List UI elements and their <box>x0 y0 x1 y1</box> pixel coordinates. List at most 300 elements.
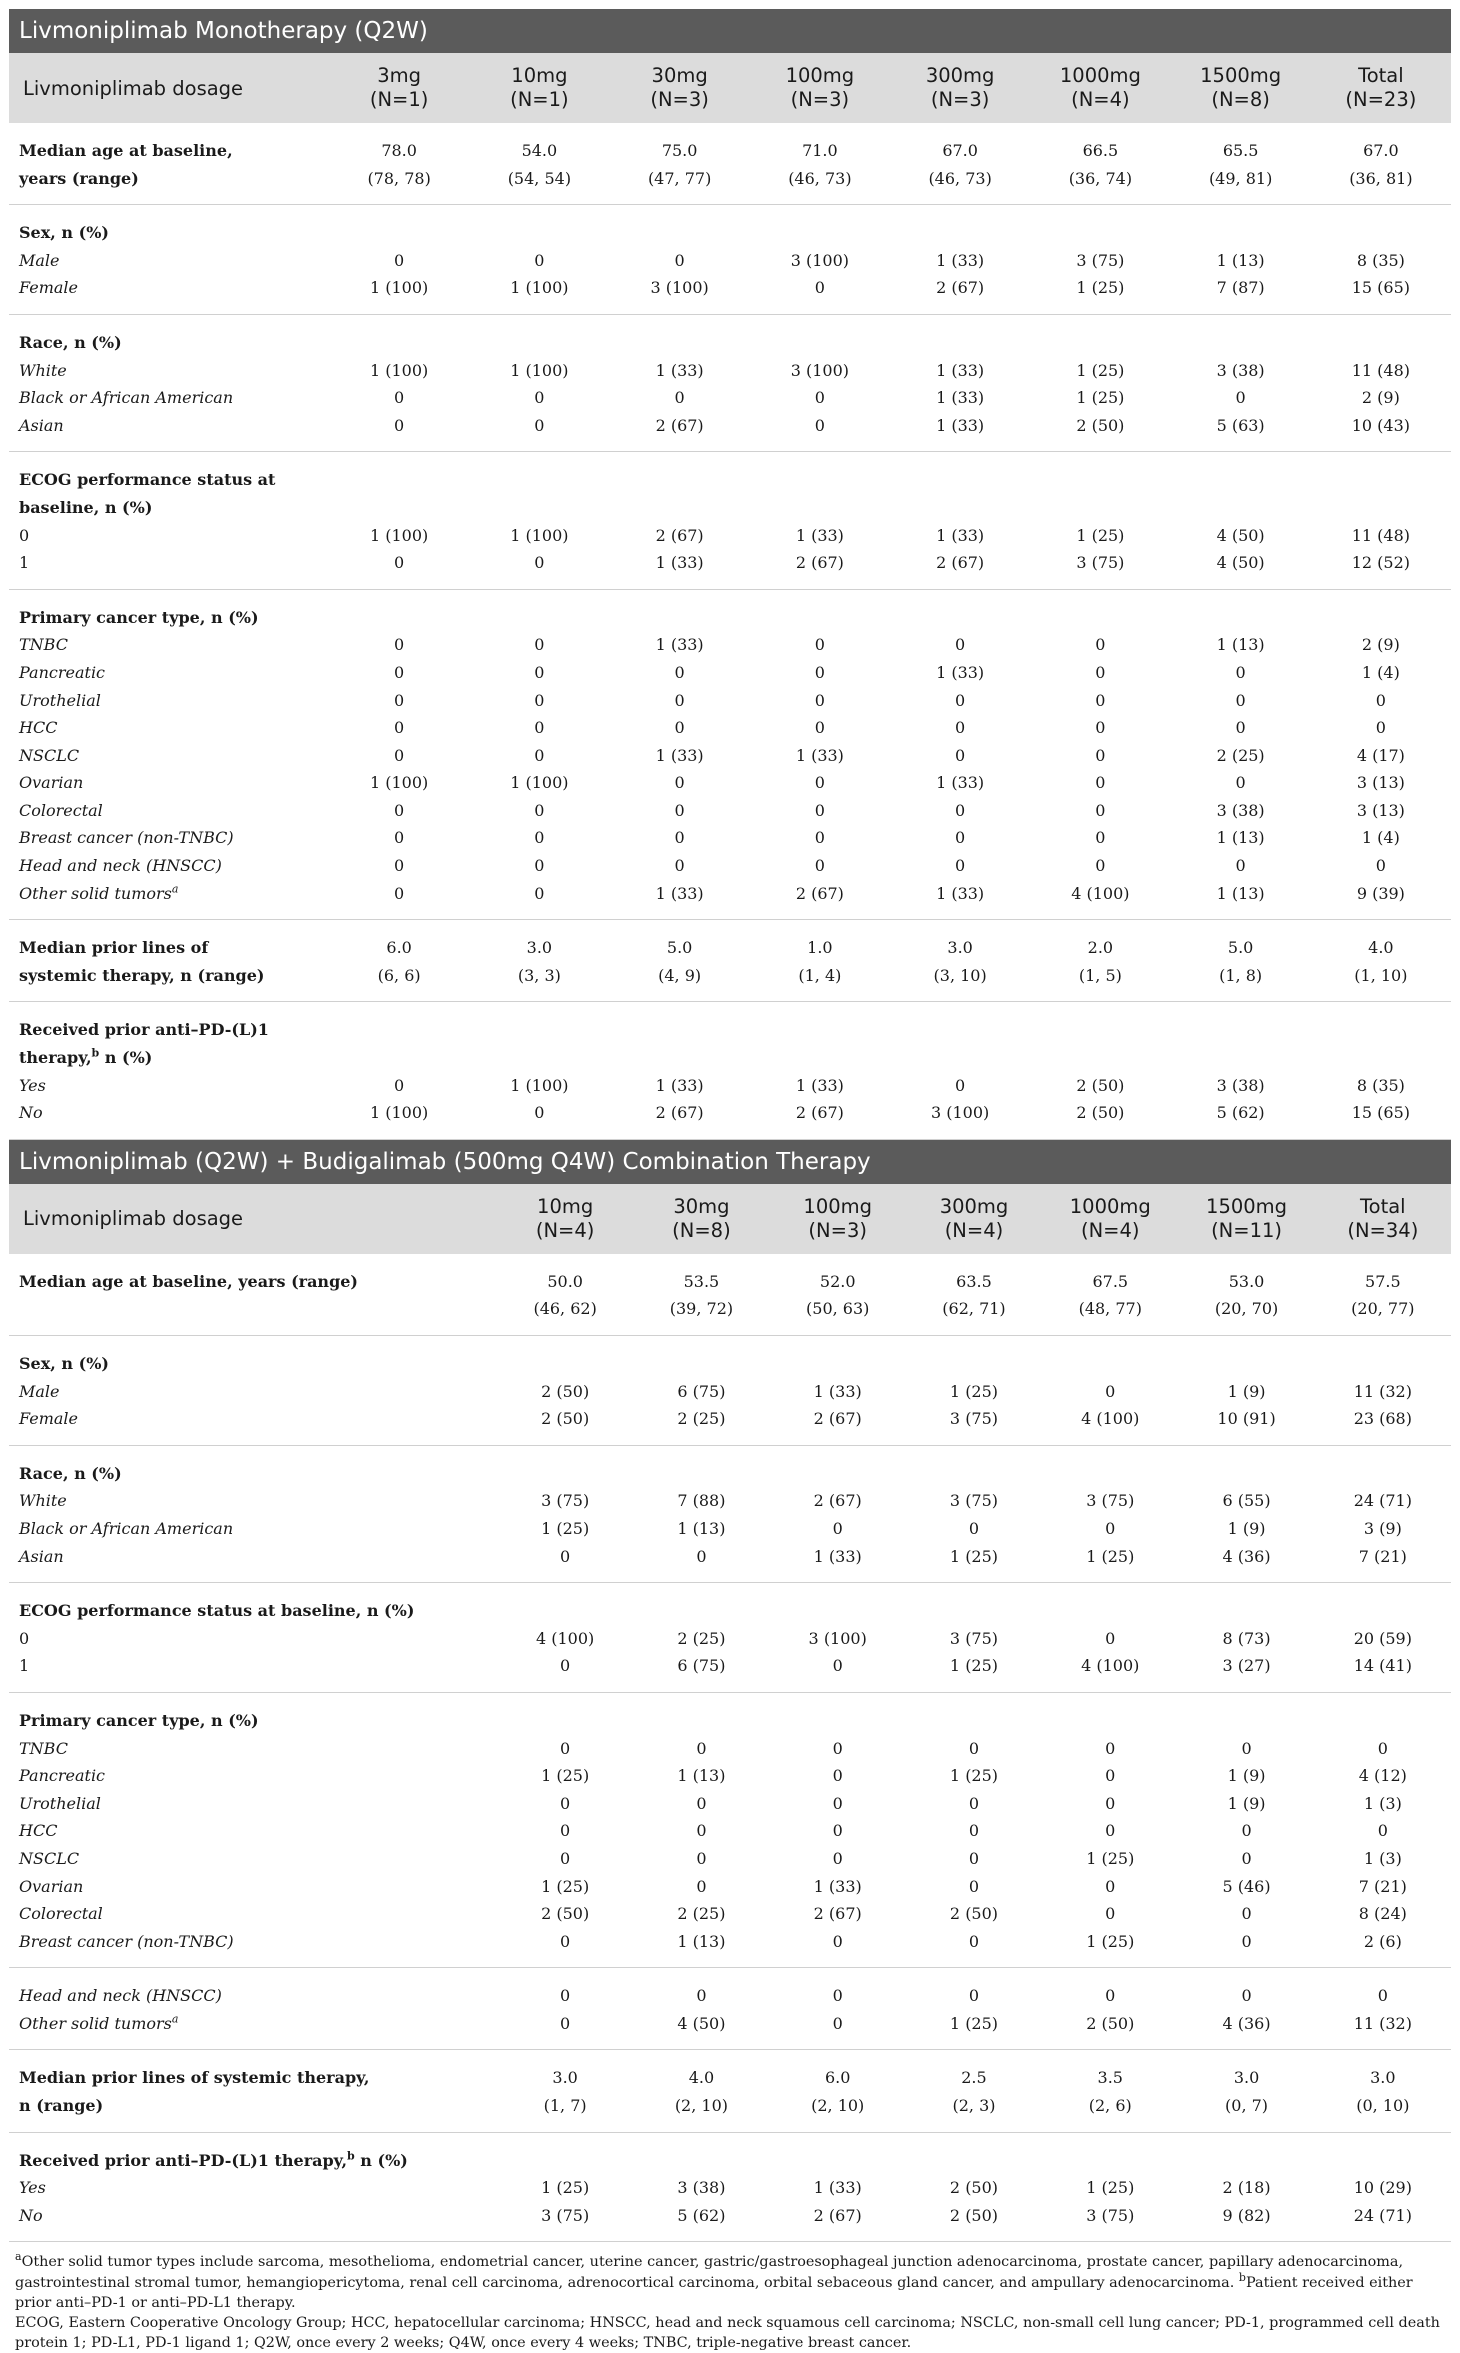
row-group <box>9 1446 1451 1583</box>
table-cell: 2 (67) <box>655 525 704 545</box>
table-cell: 7 (21) <box>1358 1546 1407 1566</box>
table-cell: 0 <box>534 883 545 903</box>
table-cell: 0 <box>696 1876 707 1896</box>
table-cell: 10 (91) <box>1217 1409 1276 1429</box>
row-label-text: Median age at baseline, <box>19 141 233 160</box>
table-cell: 2 (50) <box>541 1409 590 1429</box>
table-cell: 0 <box>560 1986 571 2006</box>
row-label-text: TNBC <box>19 635 68 655</box>
row-label-text: 1 <box>19 553 30 573</box>
table-cell <box>1042 1583 1178 1625</box>
column-header-row <box>9 1184 1451 1254</box>
table-cell: 2 (67) <box>795 883 844 903</box>
table-cell: 1 (33) <box>936 360 985 380</box>
table-cell <box>1311 590 1451 632</box>
table-cell: 3 (75) <box>949 1491 999 1511</box>
row-label <box>9 824 329 852</box>
table-cell: (49, 81) <box>1208 168 1273 188</box>
table-cell: (2, 10) <box>811 2096 865 2116</box>
table-cell <box>610 1002 750 1044</box>
row-label <box>9 357 329 385</box>
row-group <box>9 1693 1451 1968</box>
table-cell <box>1171 315 1311 357</box>
table-cell: 3 (100) <box>930 1103 990 1123</box>
row-label-text: Head and neck (HNSCC) <box>19 1986 222 2006</box>
table-cell: 1 (25) <box>541 1876 590 1896</box>
dose-column-header <box>1315 1195 1451 1243</box>
table-cell: 0 <box>955 828 966 848</box>
table-cell: 3 (75) <box>1076 250 1125 270</box>
table-row <box>9 1583 1451 1625</box>
row-label-text: Sex, n (%) <box>19 223 109 243</box>
table-cell <box>750 452 890 494</box>
table-cell: 1 (33) <box>936 525 985 545</box>
row-label-text: NSCLC <box>19 745 80 765</box>
table-cell: 1 (33) <box>936 773 985 793</box>
table-cell: 1 (33) <box>936 883 985 903</box>
table-cell: 0 <box>696 1848 707 1868</box>
table-cell: 3 (100) <box>790 250 850 270</box>
table-cell: 0 <box>534 856 545 876</box>
table-cell <box>1311 452 1451 494</box>
table-cell <box>1311 205 1451 247</box>
table-cell: 3 (75) <box>541 1491 590 1511</box>
dose-n: (N=8) <box>672 1218 731 1242</box>
table-cell <box>1315 1693 1451 1735</box>
table-cell: 0 <box>1095 690 1106 710</box>
dose-column-header <box>1030 64 1170 112</box>
row-label <box>9 1900 497 1928</box>
table-row <box>9 123 1451 165</box>
table-cell: 3.0 <box>526 938 553 958</box>
table-cell: 0 <box>968 1518 980 1538</box>
table-cell: 24 (71) <box>1353 1491 1412 1511</box>
dose-n: (N=4) <box>535 1218 595 1242</box>
table-cell: (1, 4) <box>798 965 842 985</box>
table-cell: 0 <box>534 1103 545 1123</box>
table-row <box>9 452 1451 494</box>
table-cell: 1 (25) <box>1076 388 1125 408</box>
dose-column-header <box>469 64 609 112</box>
table-cell: 1 (25) <box>1086 1546 1135 1566</box>
table-cell: 0 <box>674 773 685 793</box>
table-cell: 1.0 <box>807 938 833 958</box>
table-cell: (0, 7) <box>1225 2096 1269 2116</box>
row-label <box>9 1845 497 1873</box>
table-cell: 2 (67) <box>813 2205 862 2225</box>
table-cell: 0 <box>814 635 825 655</box>
table-cell <box>469 205 609 247</box>
table-cell: 5.0 <box>1227 938 1254 958</box>
table-cell: 50.0 <box>547 1271 583 1291</box>
table-row <box>9 2010 1451 2050</box>
dose-column-header <box>497 1195 633 1243</box>
table-row <box>9 1487 1451 1515</box>
table-cell: 0 <box>1095 745 1106 765</box>
row-label-text: Male <box>19 1381 60 1401</box>
table-cell: 1 (25) <box>541 2178 590 2198</box>
table-cell: 5 (62) <box>1216 1103 1265 1123</box>
table-cell: 0 <box>394 1075 405 1095</box>
table-cell <box>770 1336 906 1378</box>
row-label-text: Other solid tumors <box>19 883 172 903</box>
table-cell: 0 <box>968 1793 980 1813</box>
table-cell <box>1178 2133 1314 2175</box>
table-cell: 1 (100) <box>369 278 429 298</box>
table-cell: 3 (75) <box>949 1409 999 1429</box>
table-cell: 0 <box>534 800 545 820</box>
table-cell: 3 (75) <box>541 2205 590 2225</box>
table-cell: 5 (63) <box>1216 415 1265 435</box>
row-label-text: No <box>19 1103 43 1123</box>
table-row <box>9 1044 1451 1072</box>
table-cell: 1 (33) <box>813 1876 862 1896</box>
table-cell <box>329 1002 469 1044</box>
table-cell: 1 (3) <box>1363 1793 1402 1813</box>
dose-column-header <box>1178 1195 1314 1243</box>
column-header-row <box>9 53 1451 123</box>
table-cell: 1 (25) <box>949 1546 999 1566</box>
table-cell <box>1315 2133 1451 2175</box>
row-label <box>9 1968 497 2010</box>
table-cell: 2 (50) <box>1076 1075 1125 1095</box>
row-label-text: Ovarian <box>19 773 84 793</box>
table-row <box>9 2202 1451 2242</box>
row-label-text: HCC <box>19 1821 58 1841</box>
table-cell: (20, 77) <box>1351 1299 1415 1319</box>
dose-column-header <box>329 64 469 112</box>
table-cell <box>497 2133 633 2175</box>
table-cell: 2 (50) <box>949 1904 999 1924</box>
row-label-text: Received prior anti–PD-(L)1 <box>19 1020 269 1040</box>
table-row <box>9 797 1451 825</box>
table-cell: 2 (67) <box>936 278 985 298</box>
table-cell: 0 <box>968 1848 980 1868</box>
row-label-suffix: n (%) <box>354 2150 408 2170</box>
row-label <box>9 920 329 962</box>
table-cell: 5 (62) <box>677 2205 726 2225</box>
table-cell: 1 (33) <box>655 635 704 655</box>
table-cell: 6.0 <box>386 938 412 958</box>
row-label <box>9 1817 497 1845</box>
row-label <box>9 1254 497 1296</box>
table-cell: (2, 10) <box>674 2096 729 2116</box>
table-cell: 1 (100) <box>510 360 569 380</box>
table-cell: 0 <box>1105 1766 1116 1786</box>
row-label-text: Urothelial <box>19 690 101 710</box>
table-cell <box>750 590 890 632</box>
table-cell: (62, 71) <box>942 1299 1006 1319</box>
section-title: Livmoniplimab (Q2W) + Budigalimab (500mg Q4W) Combination Therapy <box>9 1140 1451 1184</box>
table-cell: 10 (29) <box>1353 2178 1412 2198</box>
table-cell: 0 <box>1377 1738 1388 1758</box>
table-cell: 1 (13) <box>1216 883 1265 903</box>
table-container <box>9 9 1451 2353</box>
table-cell: (46, 73) <box>928 168 992 188</box>
table-cell <box>633 1693 769 1735</box>
footnote-b-text: Patient received either prior anti–PD-1 or anti–PD-L1 therapy. <box>15 2274 1413 2311</box>
table-row <box>9 384 1451 412</box>
table-cell: 78.0 <box>381 141 417 160</box>
table-cell: 1 (25) <box>949 1766 999 1786</box>
table-cell: 0 <box>832 1848 843 1868</box>
table-cell: 3 (9) <box>1363 1518 1402 1538</box>
table-cell: 2.5 <box>961 2068 987 2088</box>
table-cell <box>610 494 750 522</box>
table-cell: 2 (9) <box>1361 635 1400 655</box>
table-cell <box>329 1044 469 1072</box>
table-cell: 2 (18) <box>1222 2178 1271 2198</box>
table-cell: 2 (50) <box>1076 415 1125 435</box>
table-cell: 0 <box>1105 1381 1116 1401</box>
table-cell: 0 <box>955 856 966 876</box>
table-cell: 9 (39) <box>1356 883 1405 903</box>
row-label-text: Asian <box>19 1546 64 1566</box>
table-cell: 11 (48) <box>1351 525 1411 545</box>
table-cell: 6 (55) <box>1222 1491 1271 1511</box>
table-cell: 3 (38) <box>1216 360 1265 380</box>
table-cell: 0 <box>674 388 685 408</box>
table-cell: 1 (25) <box>1086 2178 1135 2198</box>
table-cell: 0 <box>534 415 545 435</box>
row-group <box>9 1002 1451 1139</box>
table-cell: 7 (88) <box>677 1491 726 1511</box>
table-cell: 0 <box>674 690 685 710</box>
table-row <box>9 494 1451 522</box>
table-cell <box>1171 205 1311 247</box>
table-cell: 1 (100) <box>510 1075 569 1095</box>
table-cell: 1 (25) <box>1086 1848 1135 1868</box>
table-cell: 2 (50) <box>541 1381 590 1401</box>
dose-n: (N=23) <box>1345 88 1417 111</box>
table-cell: (54, 54) <box>507 168 572 188</box>
row-label <box>9 1790 497 1818</box>
table-cell: (2, 3) <box>952 2096 996 2116</box>
row-label <box>9 2092 497 2132</box>
table-cell <box>497 1336 633 1378</box>
table-cell: 3.0 <box>1370 2068 1396 2088</box>
row-label-text: ECOG performance status at baseline, n (%) <box>19 1601 415 1621</box>
row-label-text: Female <box>19 278 78 298</box>
table-cell: 0 <box>1105 1628 1116 1648</box>
table-cell: 8 (24) <box>1358 1904 1407 1924</box>
table-cell: 3.5 <box>1097 2068 1123 2088</box>
table-cell <box>329 452 469 494</box>
table-row <box>9 1900 1451 1928</box>
table-cell: 2 (6) <box>1363 1931 1402 1951</box>
row-label-text: Breast cancer (non-TNBC) <box>19 1931 234 1951</box>
row-group <box>9 315 1451 452</box>
table-cell: (39, 72) <box>669 1299 734 1319</box>
table-cell: 10 (43) <box>1351 415 1411 435</box>
row-label <box>9 880 329 920</box>
table-row <box>9 1515 1451 1543</box>
row-label-text: Black or African American <box>19 1518 234 1538</box>
table-cell: 0 <box>1375 856 1386 876</box>
dose-column-header <box>906 1195 1042 1243</box>
table-cell: 2 (67) <box>813 1491 862 1511</box>
table-cell: 2 (50) <box>949 2178 999 2198</box>
table-cell: 11 (32) <box>1353 1381 1412 1401</box>
table-cell: 0 <box>1377 1986 1388 2006</box>
table-cell: 0 <box>1235 856 1246 876</box>
table-cell <box>750 205 890 247</box>
table-cell <box>1315 1583 1451 1625</box>
table-cell: 4 (50) <box>1216 553 1265 573</box>
table-cell: 67.0 <box>942 141 978 160</box>
table-cell <box>497 1693 633 1735</box>
dosage-label: Livmoniplimab dosage <box>23 1207 244 1231</box>
dose-label: 1000mg <box>1059 64 1141 87</box>
table-cell: 0 <box>534 250 545 270</box>
table-cell: 2 (67) <box>813 1904 862 1924</box>
table-cell: 1 (9) <box>1227 1381 1266 1401</box>
table-cell: 3 (100) <box>808 1628 867 1648</box>
row-label-text: Female <box>19 1409 78 1429</box>
table-cell: 0 <box>832 1793 843 1813</box>
table-cell: 0 <box>1095 662 1106 682</box>
table-cell <box>770 1446 906 1488</box>
table-cell: 0 <box>674 800 685 820</box>
table-cell: 3 (38) <box>1216 1075 1265 1095</box>
table-row <box>9 1336 1451 1378</box>
table-cell: 4.0 <box>1368 938 1394 958</box>
table-row <box>9 742 1451 770</box>
table-cell: 0 <box>560 1848 571 1868</box>
dose-label: 10mg <box>511 64 568 87</box>
table-cell <box>1311 494 1451 522</box>
table-cell <box>906 1583 1042 1625</box>
table-cell: 1 (100) <box>369 360 429 380</box>
footnote-mark: b <box>91 1046 100 1060</box>
table-cell: 4 (36) <box>1222 1546 1271 1566</box>
table-cell: 1 (33) <box>795 525 844 545</box>
table-cell: 1 (9) <box>1227 1518 1266 1538</box>
table-row <box>9 2050 1451 2092</box>
table-cell <box>1030 1002 1170 1044</box>
table-cell: 0 <box>968 1986 980 2006</box>
row-label-text: No <box>19 2205 43 2225</box>
table-cell: 0 <box>1095 856 1106 876</box>
footnote-mark: a <box>171 882 179 896</box>
table-cell: 53.5 <box>683 1271 720 1291</box>
table-cell: 1 (13) <box>1216 250 1265 270</box>
table-row <box>9 1072 1451 1100</box>
table-cell: 0 <box>534 662 545 682</box>
table-cell: (3, 3) <box>517 965 561 985</box>
table-cell <box>497 1446 633 1488</box>
table-cell: 0 <box>696 1986 707 2006</box>
table-cell: (1, 8) <box>1219 965 1263 985</box>
table-cell: 0 <box>1105 1904 1116 1924</box>
row-group <box>9 1254 1451 1336</box>
dose-column-header <box>633 1195 769 1243</box>
table-cell: (36, 81) <box>1349 168 1413 188</box>
table-cell: 54.0 <box>521 141 558 160</box>
table-row <box>9 549 1451 589</box>
row-label <box>9 205 329 247</box>
table-cell: 1 (33) <box>795 1075 844 1095</box>
table-cell <box>1042 1336 1178 1378</box>
row-label-text: Median prior lines of <box>19 938 209 958</box>
row-label-text: Received prior anti–PD-(L)1 therapy, <box>19 2150 348 2170</box>
table-cell: 4 (100) <box>1071 883 1130 903</box>
table-cell: 4 (36) <box>1222 2013 1271 2033</box>
table-row <box>9 412 1451 452</box>
table-cell: 2 (50) <box>541 1904 590 1924</box>
table-cell: 0 <box>534 635 545 655</box>
dose-label: 10mg <box>537 1194 594 1218</box>
row-label <box>9 2133 497 2175</box>
table-cell: 1 (33) <box>655 1075 704 1095</box>
row-label-text: TNBC <box>19 1738 68 1758</box>
table-cell <box>1042 2133 1178 2175</box>
table-row <box>9 880 1451 920</box>
table-row <box>9 631 1451 659</box>
row-label-text: Head and neck (HNSCC) <box>19 856 222 876</box>
table-row <box>9 962 1451 1002</box>
row-label <box>9 1735 497 1763</box>
table-cell: 1 (100) <box>369 773 429 793</box>
dose-n: (N=8) <box>1211 88 1270 111</box>
table-cell: (1, 7) <box>543 2096 587 2116</box>
table-row <box>9 1405 1451 1445</box>
table-cell: 0 <box>560 1931 571 1951</box>
table-cell: (78, 78) <box>367 168 431 188</box>
table-cell: 2 (67) <box>655 1103 704 1123</box>
footnote-mark: a <box>171 2012 179 2026</box>
row-label-text: Black or African American <box>19 388 234 408</box>
row-label <box>9 1378 497 1406</box>
table-cell: 0 <box>394 250 405 270</box>
dose-column-header <box>770 1195 906 1243</box>
dose-label: Total <box>1358 64 1404 87</box>
table-cell: 8 (73) <box>1222 1628 1271 1648</box>
row-label-text: 0 <box>19 525 30 545</box>
table-cell: 20 (59) <box>1353 1628 1412 1648</box>
table-cell: 1 (9) <box>1227 1766 1266 1786</box>
row-label <box>9 1583 497 1625</box>
table-cell: 0 <box>534 718 545 738</box>
footnote-ab <box>15 2252 1445 2313</box>
row-label <box>9 1625 497 1653</box>
table-cell: (1, 10) <box>1354 965 1408 985</box>
table-row <box>9 2133 1451 2175</box>
table-cell <box>1315 1336 1451 1378</box>
table-row <box>9 1845 1451 1873</box>
table-cell: 3 (38) <box>1216 800 1265 820</box>
table-cell: 0 <box>696 1793 707 1813</box>
table-row <box>9 1790 1451 1818</box>
row-label <box>9 452 329 494</box>
table-cell: 0 <box>968 1738 980 1758</box>
table-row <box>9 1002 1451 1044</box>
table-cell: 4 (100) <box>1081 1409 1140 1429</box>
table-cell: 0 <box>832 1738 843 1758</box>
footnote-b-mark: b <box>1238 2270 1246 2284</box>
table-cell: 3 (75) <box>949 1628 999 1648</box>
table-cell: 1 (33) <box>655 553 704 573</box>
table-cell: 2 (67) <box>795 1103 844 1123</box>
table-cell: 0 <box>674 718 685 738</box>
table-cell: 1 (25) <box>949 2013 999 2033</box>
row-label <box>9 1515 497 1543</box>
table-cell: 1 (4) <box>1361 828 1400 848</box>
dose-n: (N=3) <box>650 88 709 111</box>
table-cell <box>1030 205 1170 247</box>
dose-n: (N=3) <box>790 88 850 111</box>
table-cell: 0 <box>1235 773 1246 793</box>
